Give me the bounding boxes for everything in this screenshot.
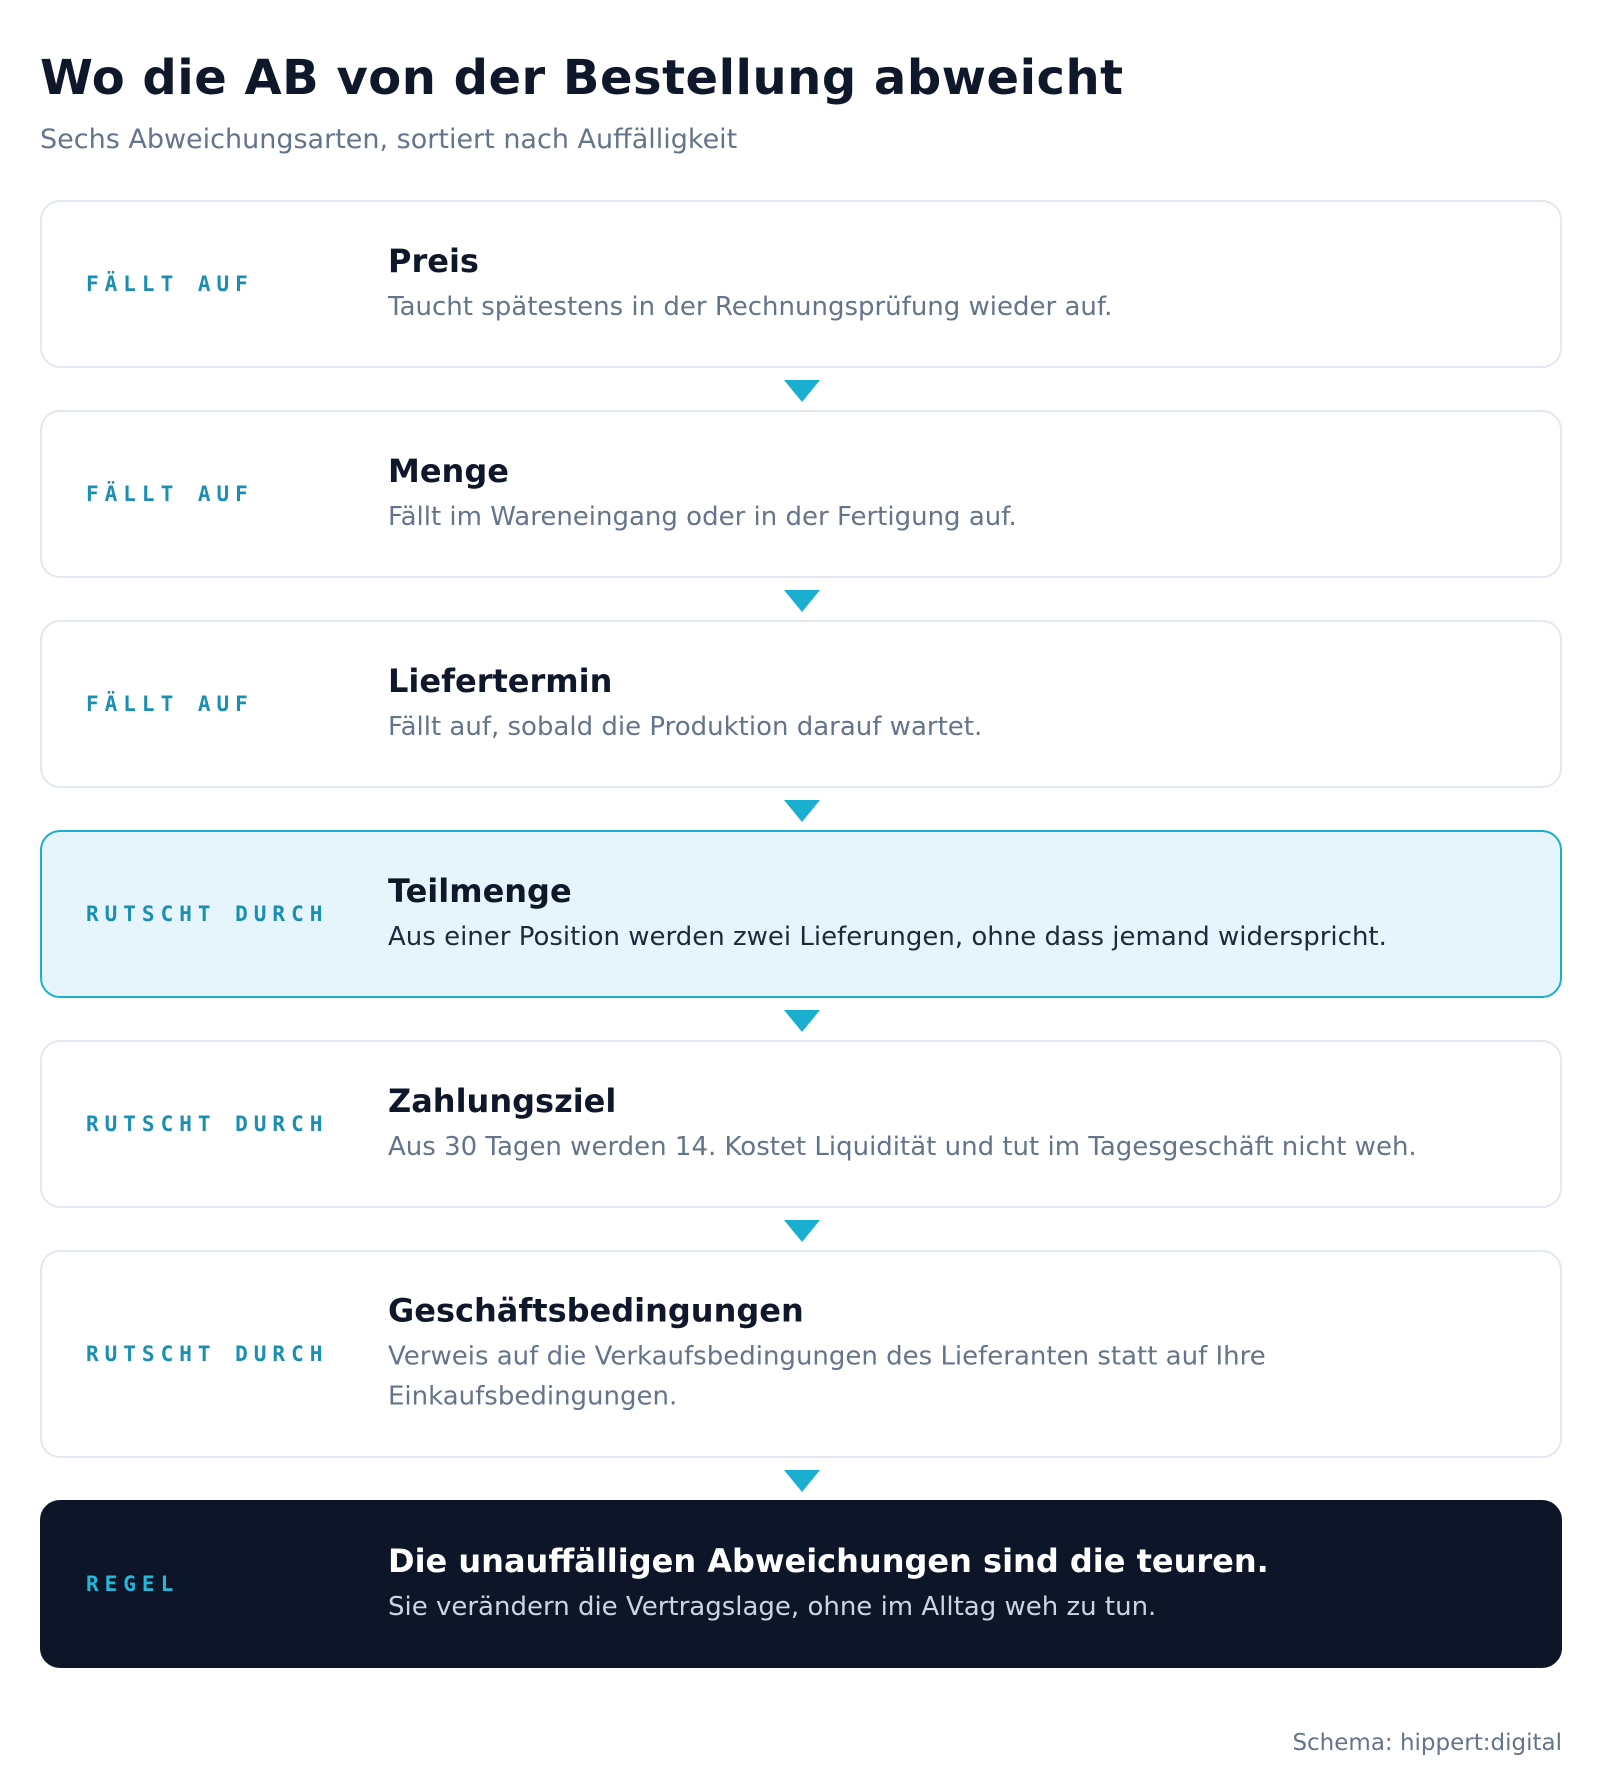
step-content: [388, 1081, 1520, 1167]
page-subtitle: Sechs Abweichungsarten, sortiert nach Auffälligkeit: [40, 124, 738, 155]
step-card-zahlungsziel: [40, 1040, 1562, 1208]
step-title: Teilmenge: [388, 871, 572, 910]
step-title: Preis: [388, 241, 479, 280]
step-content: [388, 1291, 1520, 1418]
step-content: [388, 871, 1520, 957]
rule-title: Die unauffälligen Abweichungen sind die teuren.: [388, 1541, 1269, 1580]
triangle-down-icon: [784, 1470, 820, 1492]
step-description: Aus 30 Tagen werden 14. Kostet Liquidität und tut im Tagesgeschäft nicht weh.: [388, 1131, 1417, 1162]
step-content: [388, 661, 1520, 747]
rule-content: [388, 1541, 1520, 1627]
triangle-down-icon: [784, 1220, 820, 1242]
step-description: Taucht spätestens in der Rechnungsprüfung wieder auf.: [388, 291, 1113, 322]
step-card-geschaeftsbedingungen: [40, 1250, 1562, 1458]
triangle-down-icon: [784, 800, 820, 822]
step-tag: RUTSCHT DURCH: [86, 1342, 329, 1366]
step-tag: FÄLLT AUF: [86, 482, 254, 506]
step-description: Fällt im Wareneingang oder in der Fertigung auf.: [388, 501, 1017, 532]
step-title: Zahlungsziel: [388, 1081, 617, 1120]
step-description: Verweis auf die Verkaufsbedingungen des Lieferanten statt auf Ihre Einkaufsbedingungen.: [388, 1341, 1266, 1412]
step-title: Liefertermin: [388, 661, 613, 700]
step-card-preis: [40, 200, 1562, 368]
step-title: Menge: [388, 451, 509, 490]
step-tag: RUTSCHT DURCH: [86, 902, 329, 926]
step-card-teilmenge: [40, 830, 1562, 998]
source-credit: Schema: hippert:digital: [1292, 1730, 1562, 1756]
step-description: Fällt auf, sobald die Produktion darauf wartet.: [388, 711, 983, 742]
rule-description: Sie verändern die Vertragslage, ohne im Alltag weh zu tun.: [388, 1591, 1157, 1622]
step-content: [388, 451, 1520, 537]
step-title: Geschäftsbedingungen: [388, 1291, 804, 1330]
page-title: Wo die AB von der Bestellung abweicht: [40, 50, 1124, 106]
step-card-menge: [40, 410, 1562, 578]
step-description: Aus einer Position werden zwei Lieferungen, ohne dass jemand widerspricht.: [388, 921, 1387, 952]
triangle-down-icon: [784, 1010, 820, 1032]
rule-tag: REGEL: [86, 1572, 180, 1596]
step-tag: RUTSCHT DURCH: [86, 1112, 329, 1136]
step-tag: FÄLLT AUF: [86, 272, 254, 296]
step-content: [388, 241, 1520, 327]
triangle-down-icon: [784, 590, 820, 612]
step-card-liefertermin: [40, 620, 1562, 788]
rule-card: [40, 1500, 1562, 1668]
triangle-down-icon: [784, 380, 820, 402]
step-tag: FÄLLT AUF: [86, 692, 254, 716]
